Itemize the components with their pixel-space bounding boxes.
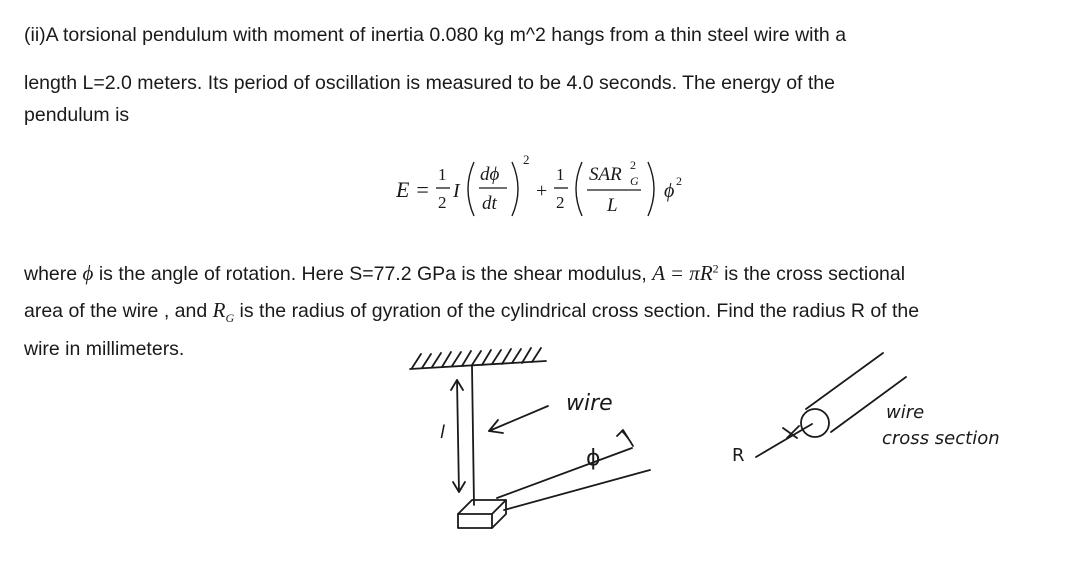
angle-rotation-arrow-head	[617, 430, 628, 438]
eq-half-den-2: 2	[556, 193, 565, 212]
cross-section-label-wire: wire	[886, 402, 925, 423]
eq-half-num-2: 1	[556, 165, 565, 184]
eq-half-num: 1	[438, 165, 447, 184]
eq-dphi: dϕ	[480, 164, 500, 185]
problem-line-6: wire in millimeters.	[24, 338, 185, 360]
wire-label: wire	[566, 391, 613, 416]
wire-label-arrow	[489, 406, 548, 431]
eq-phi-sup: 2	[676, 174, 682, 188]
cross-section-label: cross section	[882, 428, 1000, 449]
pendulum-block-top	[458, 500, 506, 514]
cross-section-circle	[801, 409, 829, 437]
eq-half-den: 2	[438, 193, 447, 212]
line4-text-b: is the angle of rotation. Here S=77.2 GPa is the shear modulus,	[93, 263, 653, 285]
problem-line-3: pendulum is	[24, 104, 130, 126]
problem-line-2: length L=2.0 meters. Its period of oscillation is measured to be 4.0 seconds. The energy of the	[24, 72, 835, 94]
eq-dt: dt	[482, 193, 497, 214]
radius-gyration-symbol: R	[212, 298, 226, 322]
length-label: l	[440, 422, 446, 443]
line5-text-b: is the radius of gyration of the cylindrical cross section. Find the radius R of the	[234, 300, 920, 322]
problem-line-1: (ii)A torsional pendulum with moment of inertia 0.080 kg m^2 hangs from a thin steel wire with a	[24, 24, 847, 46]
phi-symbol: ϕ	[82, 261, 94, 285]
eq-inertia: I	[453, 180, 460, 202]
angle-line-2	[504, 470, 650, 510]
eq-lhs: E =	[396, 177, 430, 202]
area-formula-exponent: 2	[712, 261, 719, 276]
line4-text-a: where	[24, 263, 83, 285]
eq-sar-sub: G	[630, 174, 639, 188]
ceiling-line	[410, 361, 546, 369]
eq-sar: SAR	[589, 164, 622, 185]
radius-gyration-subscript: G	[225, 310, 235, 325]
radius-label: R	[732, 445, 745, 466]
line5-text-a: area of the wire , and	[24, 300, 213, 322]
eq-plus: +	[536, 180, 548, 202]
wire-line	[472, 366, 474, 505]
eq-square: 2	[523, 152, 530, 167]
area-formula: A = πR	[652, 261, 713, 285]
eq-L: L	[607, 195, 618, 216]
line4-text-c: is the cross sectional	[718, 263, 906, 285]
eq-phi: ϕ	[664, 180, 675, 202]
eq-sar-sup: 2	[630, 158, 636, 172]
length-arrow	[457, 380, 459, 492]
cross-section-wire-top	[806, 353, 883, 409]
angle-label: ϕ	[586, 446, 601, 471]
angle-line-1	[497, 448, 632, 498]
